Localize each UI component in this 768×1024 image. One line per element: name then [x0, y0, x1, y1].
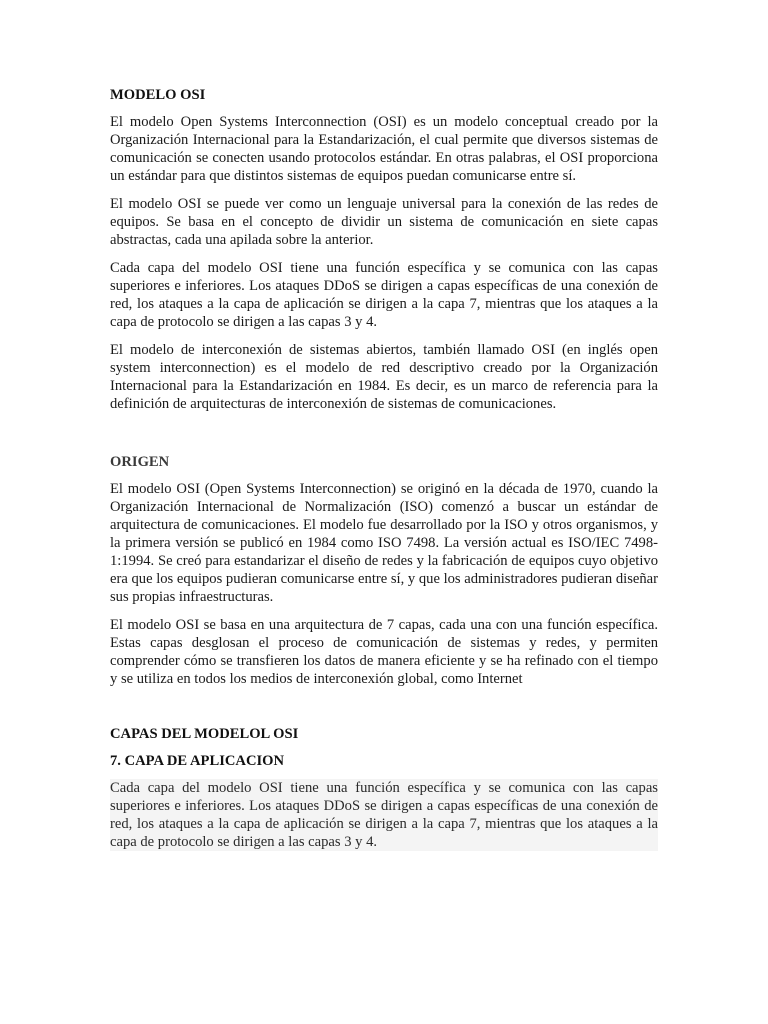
paragraph-origen-1: El modelo OSI (Open Systems Interconnection) se originó en la década de 1970, cuando la Organización Internacional de Normalización (ISO) comenzó a buscar un estándar de arquitectura de comunicaciones. El modelo fue desarrollado por la ISO y otros organismos, y la primera versión se publicó en 1984 como ISO 7498. La versión actual es ISO/IEC 7498-1:1994. Se creó para estandarizar el diseño de redes y la fabricación de equipos cuyo objetivo era que los equipos pudieran comunicarse entre sí, y que los administradores pudieran diseñar sus propias infraestructuras.: [110, 481, 658, 605]
paragraph-capas-1: Cada capa del modelo OSI tiene una función específica y se comunica con las capas superiores e inferiores. Los ataques DDoS se dirigen a capas específicas de una conexión de red, los ataques a la capa de aplicación se dirigen a la capa 7, mientras que los ataques a la capa de protocolo se dirigen a las capas 3 y 4.: [110, 780, 658, 850]
paragraph-modelo-3: Cada capa del modelo OSI tiene una función específica y se comunica con las capas superiores e inferiores. Los ataques DDoS se dirigen a capas específicas de una conexión de red, los ataques a la capa de aplicación se dirigen a la capa 7, mientras que los ataques a la capa de protocolo se dirigen a las capas 3 y 4.: [110, 260, 658, 330]
heading-capas: CAPAS DEL MODELOL OSI: [110, 726, 299, 742]
heading-modelo-osi: MODELO OSI: [110, 87, 206, 103]
section-spacer: [110, 698, 658, 725]
subheading-capa-aplicacion: 7. CAPA DE APLICACION: [110, 753, 285, 769]
paragraph-origen-2: El modelo OSI se basa en una arquitectura de 7 capas, cada una con una función específica. Estas capas desglosan el proceso de comunicación de sistemas y redes, y permiten comprender cómo se transfieren los datos de manera eficiente y se ha refinado con el tiempo y se utiliza en todos los medios de interconexión global, como Internet: [110, 617, 658, 687]
paragraph-modelo-2: El modelo OSI se puede ver como un lenguaje universal para la conexión de las redes de equipos. Se basa en el concepto de dividir un sistema de comunicación en siete capas abstractas, cada una apilada sobre la anterior.: [110, 196, 658, 248]
section-spacer: [110, 423, 658, 453]
paragraph-modelo-4: El modelo de interconexión de sistemas abiertos, también llamado OSI (en inglés open system interconnection) es el modelo de red descriptivo creado por la Organización Internacional para la Estandarización en 1984. Es decir, es un marco de referencia para la definición de arquitecturas de interconexión de sistemas de comunicaciones.: [110, 342, 658, 412]
document-body: [110, 86, 658, 861]
paragraph-modelo-1: El modelo Open Systems Interconnection (OSI) es un modelo conceptual creado por la Organización Internacional para la Estandarización, el cual permite que diversos sistemas de comunicación se conecten usando protocolos estándar. En otras palabras, el OSI proporciona un estándar para que distintos sistemas de equipos puedan comunicarse entre sí.: [110, 114, 658, 184]
heading-origen: ORIGEN: [110, 454, 170, 470]
